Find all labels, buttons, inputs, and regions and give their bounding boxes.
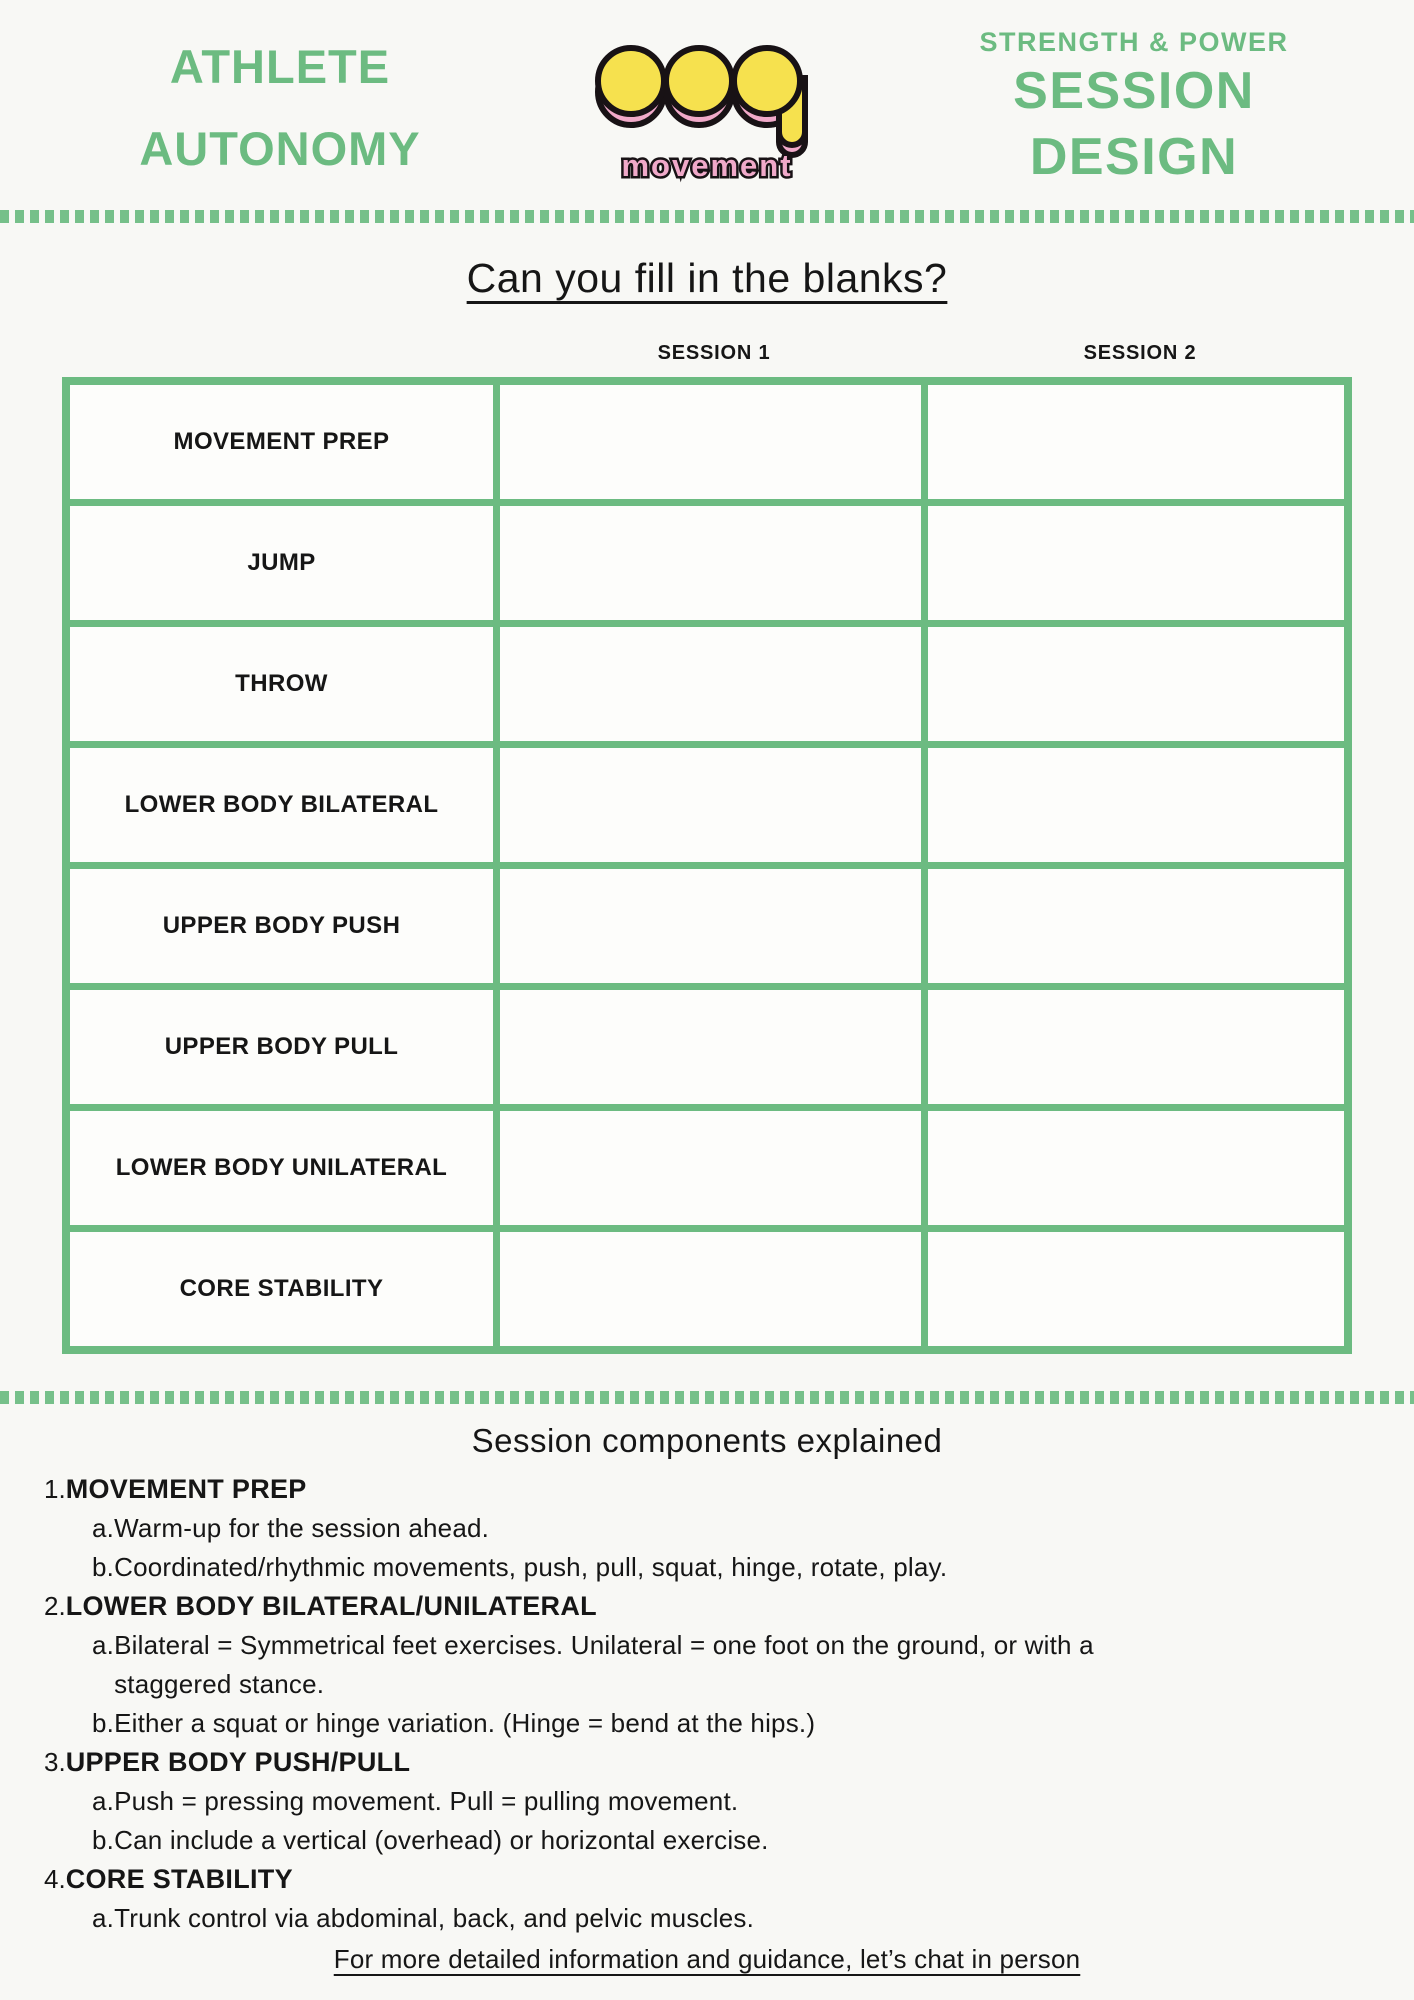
component-item-core-stability (44, 1860, 1354, 1938)
component-item-upper-body (44, 1743, 1354, 1860)
logo-movement-text: movement (621, 148, 793, 183)
column-header-spacer (62, 342, 500, 365)
component-name: LOWER BODY BILATERAL/UNILATERAL (65, 1591, 597, 1621)
component-name: MOVEMENT PREP (65, 1474, 307, 1504)
subitem-text: Warm-up for the session ahead. (114, 1513, 490, 1543)
row-label-jump: JUMP (70, 506, 493, 620)
component-item-lower-body (44, 1587, 1354, 1743)
subitem-text: Either a squat or hinge variation. (Hinge = bend at the hips.) (114, 1708, 816, 1738)
subitem-letter: b. (92, 1708, 115, 1738)
component-subitem (44, 1899, 1354, 1938)
blank-cell-session1-movement-prep[interactable] (500, 385, 921, 499)
subitem-text: Coordinated/rhythmic movements, push, pull, squat, hinge, rotate, play. (114, 1552, 948, 1582)
right-title-line2: SESSION (1013, 62, 1255, 120)
table-column-headers (62, 342, 1352, 365)
subitem-text: Bilateral = Symmetrical feet exercises. Unilateral = one foot on the ground, or with a staggered stance. (114, 1630, 1094, 1699)
blank-cell-session1-throw[interactable] (500, 627, 921, 741)
subitem-letter: a. (92, 1630, 115, 1660)
component-title (44, 1470, 1354, 1509)
oop-movement-logo (530, 33, 884, 183)
row-label-upper-body-push: UPPER BODY PUSH (70, 869, 493, 983)
page-title: Can you fill in the blanks? (466, 255, 948, 301)
subitem-text: Can include a vertical (overhead) or horizontal exercise. (114, 1825, 769, 1855)
oop-logo-icon (591, 33, 823, 183)
dotted-divider-bottom (0, 1391, 1414, 1404)
footer-note: For more detailed information and guidance, let’s chat in person (333, 1944, 1081, 1974)
blank-cell-session2-lower-body-bilateral[interactable] (928, 748, 1344, 862)
header (0, 0, 1414, 194)
component-subitem (44, 1626, 1354, 1704)
left-title (30, 26, 530, 190)
session-design-table (62, 377, 1352, 1354)
row-label-lower-body-bilateral: LOWER BODY BILATERAL (70, 748, 493, 862)
component-title (44, 1860, 1354, 1899)
column-header-session1: SESSION 1 (657, 342, 771, 364)
components-list (44, 1470, 1354, 1938)
right-title-line3: DESIGN (1029, 128, 1239, 186)
blank-cell-session1-lower-body-unilateral[interactable] (500, 1111, 921, 1225)
right-title-line1: STRENGTH & POWER (979, 27, 1289, 57)
blank-cell-session1-upper-body-pull[interactable] (500, 990, 921, 1104)
row-label-upper-body-pull: UPPER BODY PULL (70, 990, 493, 1104)
subitem-text: Push = pressing movement. Pull = pulling movement. (114, 1786, 739, 1816)
row-label-movement-prep: MOVEMENT PREP (70, 385, 493, 499)
component-title (44, 1587, 1354, 1626)
component-subitem (44, 1704, 1354, 1743)
subitem-letter: b. (92, 1825, 115, 1855)
blank-cell-session2-upper-body-push[interactable] (928, 869, 1344, 983)
component-number: 3. (44, 1747, 66, 1777)
component-name: CORE STABILITY (65, 1864, 293, 1894)
right-title (884, 26, 1384, 190)
blank-cell-session2-lower-body-unilateral[interactable] (928, 1111, 1344, 1225)
component-subitem (44, 1548, 1354, 1587)
components-heading: Session components explained (471, 1422, 943, 1459)
left-title-line1: ATHLETE (169, 40, 391, 93)
row-label-core-stability: CORE STABILITY (70, 1232, 493, 1346)
blank-cell-session1-core-stability[interactable] (500, 1232, 921, 1346)
component-number: 2. (44, 1591, 66, 1621)
component-name: UPPER BODY PUSH/PULL (65, 1747, 411, 1777)
component-subitem (44, 1509, 1354, 1548)
component-title (44, 1743, 1354, 1782)
component-item-movement-prep (44, 1470, 1354, 1587)
blank-cell-session2-upper-body-pull[interactable] (928, 990, 1344, 1104)
subitem-letter: a. (92, 1513, 115, 1543)
row-label-throw: THROW (70, 627, 493, 741)
subitem-text: Trunk control via abdominal, back, and pelvic muscles. (114, 1903, 754, 1933)
row-label-lower-body-unilateral: LOWER BODY UNILATERAL (70, 1111, 493, 1225)
component-subitem (44, 1782, 1354, 1821)
blank-cell-session2-jump[interactable] (928, 506, 1344, 620)
dotted-divider-top (0, 210, 1414, 223)
left-title-line2: AUTONOMY (139, 122, 421, 175)
component-number: 4. (44, 1864, 66, 1894)
blank-cell-session2-movement-prep[interactable] (928, 385, 1344, 499)
subitem-letter: b. (92, 1552, 115, 1582)
subitem-letter: a. (92, 1786, 115, 1816)
component-subitem (44, 1821, 1354, 1860)
blank-cell-session2-throw[interactable] (928, 627, 1344, 741)
blank-cell-session2-core-stability[interactable] (928, 1232, 1344, 1346)
blank-cell-session1-upper-body-push[interactable] (500, 869, 921, 983)
component-number: 1. (44, 1474, 66, 1504)
column-header-session2: SESSION 2 (1083, 342, 1197, 364)
blank-cell-session1-lower-body-bilateral[interactable] (500, 748, 921, 862)
subitem-letter: a. (92, 1903, 115, 1933)
blank-cell-session1-jump[interactable] (500, 506, 921, 620)
